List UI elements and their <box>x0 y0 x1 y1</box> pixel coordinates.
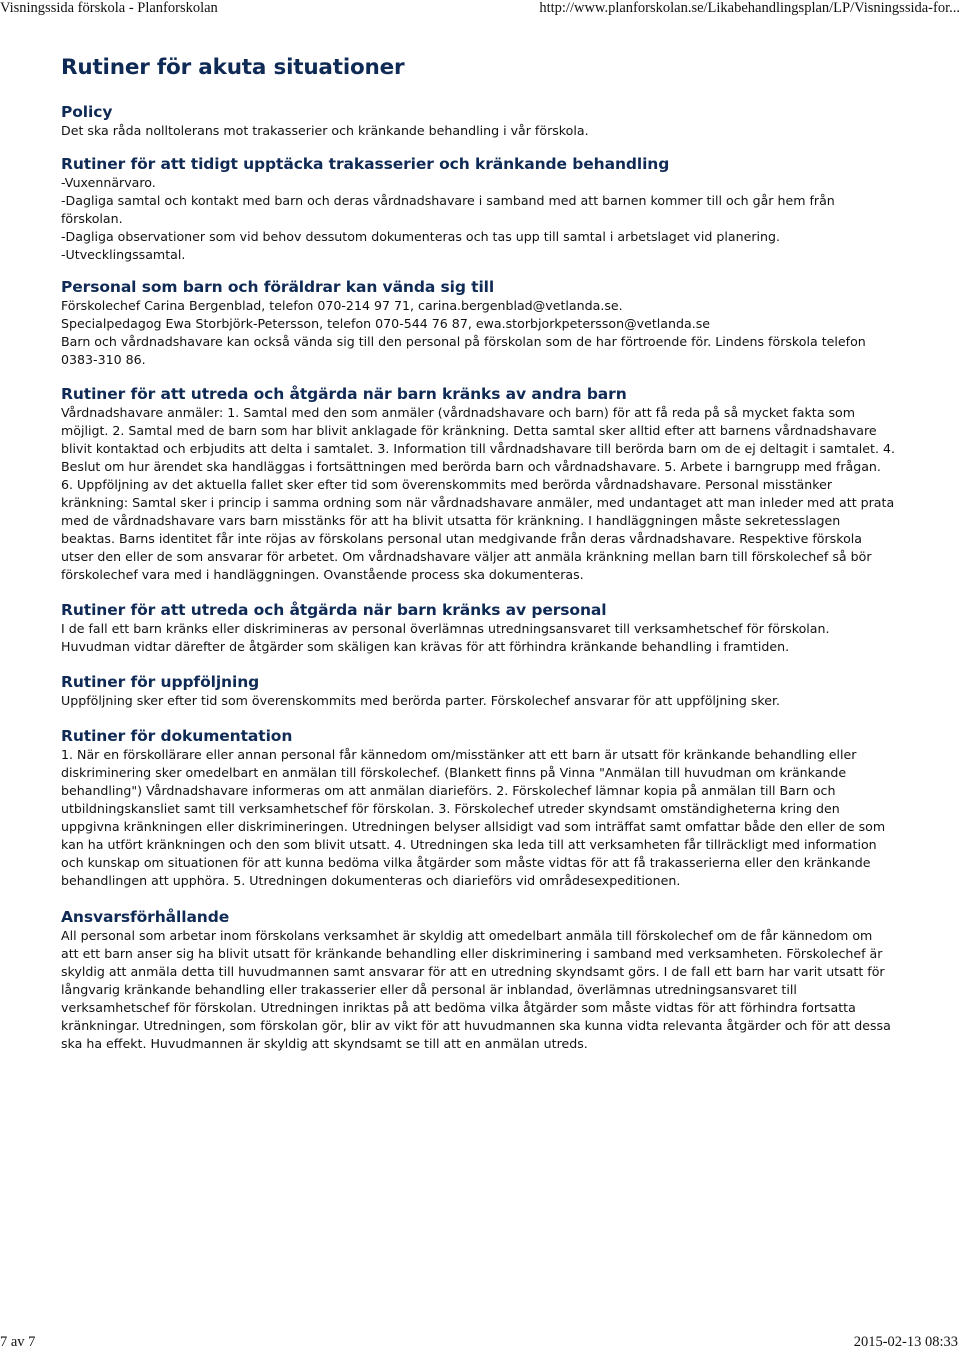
section-text-line: långvarig kränkande behandling eller trakasserier eller då personal är inblandad, överlämnas utredningsansvaret till <box>61 982 797 997</box>
section <box>61 907 901 1053</box>
section-text-line: uppgivna kränkningen eller diskrimineringen. Utredningen belyser allsidigt vad som inträffat samt omfattar både den eller de som <box>61 819 886 834</box>
section-text-line: förskolechef vara med i handläggningen. Ovanstående process ska dokumenteras. <box>61 567 584 582</box>
page-number: 7 av 7 <box>0 1334 36 1350</box>
section-heading: Rutiner för att tidigt upptäcka trakasserier och kränkande behandling <box>61 155 670 173</box>
section-text-line: behandlingen att upphöra. 5. Utredningen dokumenteras och diarieförs vid områdesexpeditionen. <box>61 873 681 888</box>
section-text-line: att ett barn anser sig ha blivit utsatt för kränkande behandling eller diskriminering i samband med verksamheten. Förskolechef är <box>61 946 883 961</box>
print-datetime: 2015-02-13 08:33 <box>853 1334 958 1350</box>
section-text-line: kränkningar. Utredningen, som förskolan gör, blir av vikt för att huvudmannen ska kunna vidta relevanta åtgärder och för att dessa <box>61 1018 891 1033</box>
section-text-line: diskriminering sker omedelbart en anmälan till förskolechef. (Blankett finns på Vinna "Anmälan till huvudman om kränkande <box>61 765 847 780</box>
document-content <box>61 54 901 1053</box>
section-text-line: -Vuxennärvaro. <box>61 175 156 190</box>
section-text-line: skyldig att anmäla detta till huvudmannen samt ansvarar för att en utredning skyndsamt görs. I de fall ett barn har varit utsatt för <box>61 964 885 979</box>
section-heading: Policy <box>61 103 113 121</box>
section-heading: Ansvarsförhållande <box>61 908 230 926</box>
section-text-line: ska ha effekt. Huvudmannen är skyldig att skyndsamt se till att en anmälan utreds. <box>61 1036 588 1051</box>
section-text-line: I de fall ett barn kränks eller diskrimineras av personal överlämnas utredningsansvaret till verksamhetschef för förskolan. <box>61 621 830 636</box>
section-text-line: utbildningskansliet samt till verksamhetschef för förskolan. 3. Förskolechef utreder skyndsamt omständigheterna kring den <box>61 801 840 816</box>
section-text-line: verksamhetschef för förskolan. Utredningen inriktas på att bedöma vilka åtgärder som måste vidtas för att förhindra fortsatta <box>61 1000 856 1015</box>
section <box>61 384 901 584</box>
section-text-line: Huvudman vidtar därefter de åtgärder som skäligen kan krävas för att förhindra kränkande behandling i framtiden. <box>61 639 790 654</box>
section-text-line: kan ha utfört kränkningen och den som blivit utsatt. 4. Utredningen ska leda till att verksamheten får tillräckligt med information <box>61 837 877 852</box>
print-header-title: Visningssida förskola - Planforskolan <box>0 0 218 16</box>
section <box>61 672 901 710</box>
print-footer <box>0 1334 960 1354</box>
section-heading: Rutiner för dokumentation <box>61 727 293 745</box>
section-text-line: 6. Uppföljning av det aktuella fallet sker efter tid som överenskommits med berörda vårdnadshavare. Personal misstänker <box>61 477 832 492</box>
sections-container <box>61 102 901 1053</box>
section-text-line: All personal som arbetar inom förskolans verksamhet är skyldig att omedelbart anmäla till förskolechef om de får kännedom om <box>61 928 873 943</box>
section-text-line: Barn och vårdnadshavare kan också vända sig till den personal på förskolan som de har förtroende för. Lindens förskola telefon <box>61 334 866 349</box>
page-title: Rutiner för akuta situationer <box>61 55 405 80</box>
section <box>61 600 901 656</box>
section-text-line: med de vårdnadshavare vars barn misstänks för att ha blivit utsatta för kränkning. I handläggningen måste sekretesslagen <box>61 513 841 528</box>
section-heading: Rutiner för att utreda och åtgärda när barn kränks av andra barn <box>61 385 627 403</box>
section <box>61 154 901 264</box>
section-text-line: utser den eller de som ansvarar för arbetet. Om vårdnadshavare väljer att anmäla kränkning mellan barn till förskolechef så bör <box>61 549 872 564</box>
section <box>61 277 901 369</box>
section <box>61 726 901 890</box>
section-text-line: beaktas. Barns identitet får inte röjas av förskolans personal utan medgivande från deras vårdnadshavare. Respektive förskola <box>61 531 863 546</box>
section-text-line: -Dagliga observationer som vid behov dessutom dokumenteras och tas upp till samtal i arbetslaget vid planering. <box>61 229 780 244</box>
section-text-line: behandling") Vårdnadshavare informeras om att anmälan diarieförs. 2. Förskolechef lämnar kopia på anmälan till Barn och <box>61 783 836 798</box>
section-text-line: förskolan. <box>61 211 123 226</box>
section-text-line: och kunskap om situationen för att kunna bedöma vilka åtgärder som måste vidtas för att få trakasserierna eller den kränkande <box>61 855 871 870</box>
print-header-url: http://www.planforskolan.se/Likabehandlingsplan/LP/Visningssida-for... <box>539 0 960 16</box>
print-header <box>0 0 960 20</box>
section-text-line: Uppföljning sker efter tid som överenskommits med berörda parter. Förskolechef ansvarar för att uppföljning sker. <box>61 693 781 708</box>
section-text-line: 1. När en förskollärare eller annan personal får kännedom om/misstänker att ett barn är utsatt för kränkande behandling eller <box>61 747 857 762</box>
section-text-line: -Utvecklingssamtal. <box>61 247 186 262</box>
section-text-line: Förskolechef Carina Bergenblad, telefon 070-214 97 71, carina.bergenblad@vetlanda.se. <box>61 298 623 313</box>
section-text-line: möjligt. 2. Samtal med de barn som har blivit anklagade för kränkning. Detta samtal sker alltid efter att barnens vårdnadshavare <box>61 423 877 438</box>
section-text-line: -Dagliga samtal och kontakt med barn och deras vårdnadshavare i samband med att barnen kommer till och går hem från <box>61 193 835 208</box>
section-text-line: 0383-310 86. <box>61 352 146 367</box>
section-text-line: Vårdnadshavare anmäler: 1. Samtal med den som anmäler (vårdnadshavare och barn) för att få reda på så mycket fakta som <box>61 405 855 420</box>
section-text-line: Beslut om hur ärendet ska handläggas i fortsättningen med berörda barn och vårdnadshavare. 5. Arbete i barngrupp med frågan. <box>61 459 881 474</box>
section <box>61 102 901 140</box>
section-heading: Rutiner för uppföljning <box>61 673 260 691</box>
section-text-line: blivit kontaktad och erbjudits att delta i samtalet. 3. Information till vårdnadshavare till berörda barn om de ej deltagit i samtalet. 4. <box>61 441 895 456</box>
section-text-line: kränkning: Samtal sker i princip i samma ordning som när vårdnadshavare anmäler, med undantaget att man inleder med att prata <box>61 495 895 510</box>
section-heading: Rutiner för att utreda och åtgärda när barn kränks av personal <box>61 601 607 619</box>
section-text-line: Det ska råda nolltolerans mot trakasserier och kränkande behandling i vår förskola. <box>61 123 589 138</box>
section-heading: Personal som barn och föräldrar kan vända sig till <box>61 278 495 296</box>
section-text-line: Specialpedagog Ewa Storbjörk-Petersson, telefon 070-544 76 87, ewa.storbjorkpetersson@vetlanda.se <box>61 316 711 331</box>
